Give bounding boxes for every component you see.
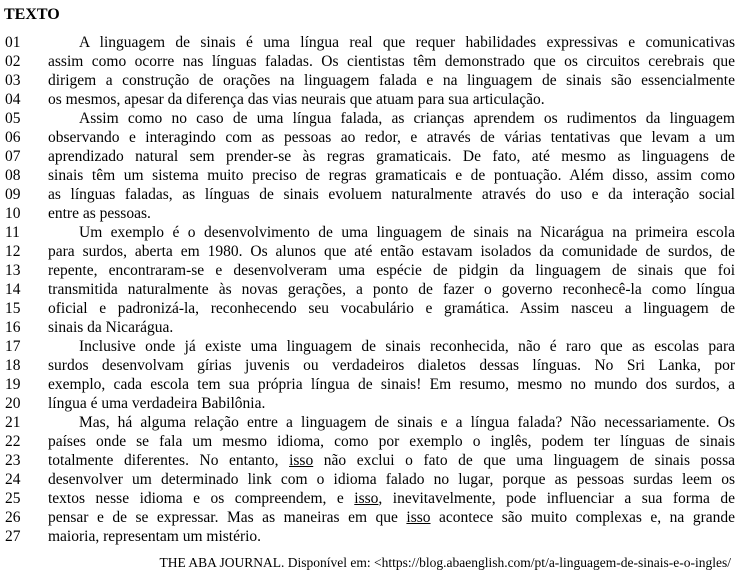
- line-text: para surdos, aberta em 1980. Os alunos que até então estavam isolados da comunidade de surdos, de: [48, 243, 735, 260]
- line-number: 09: [5, 186, 21, 203]
- source-citation: THE ABA JOURNAL. Disponível em: <https://blog.abaenglish.com/pt/a-linguagem-de-sinais-e-o-ingles/: [159, 555, 731, 570]
- line-text: oficial e padronizá-la, reconhecendo seu vocabulário e gramática. Assim nasceu a linguagem de: [48, 300, 735, 317]
- text-line: [0, 451, 741, 470]
- line-text: dirigem a construção de orações na linguagem falada e na linguagem de sinais são essencialmente: [48, 72, 735, 89]
- line-number: 12: [5, 243, 21, 260]
- line-number: 14: [5, 281, 21, 298]
- line-number: 13: [5, 262, 21, 279]
- line-text: Um exemplo é o desenvolvimento de uma linguagem de sinais na Nicarágua na primeira escola: [79, 224, 735, 241]
- line-text: observando e interagindo com as pessoas ao redor, e através de várias tentativas que levam a um: [48, 129, 735, 146]
- text-line: [0, 470, 741, 489]
- line-text: as línguas faladas, as línguas de sinais evoluem naturalmente através do uso e da interação social: [48, 186, 735, 203]
- line-text: totalmente diferentes. No entanto, isso não exclui o fato de que uma linguagem de sinais possa: [48, 452, 735, 469]
- text-line: [0, 394, 741, 413]
- text-line: [0, 280, 741, 299]
- line-text: Mas, há alguma relação entre a linguagem de sinais e a língua falada? Não necessariamente. Os: [79, 414, 735, 431]
- line-text: os mesmos, apesar da diferença das vias neurais que atuam para sua articulação.: [48, 91, 545, 108]
- text-line: [0, 204, 741, 223]
- line-text: pensar e de se expressar. Mas as maneiras em que isso acontece são muito complexas e, na grande: [48, 509, 735, 526]
- text-line: [0, 147, 741, 166]
- line-text: surdos desenvolvam gírias juvenis ou verdadeiros dialetos dessas línguas. No Sri Lanka, por: [48, 357, 735, 374]
- text-line: [0, 299, 741, 318]
- line-text: Assim como no caso de uma língua falada, as crianças aprendem os rudimentos da linguagem: [79, 110, 735, 127]
- line-text: língua é uma verdadeira Babilônia.: [48, 395, 266, 412]
- text-line: [0, 432, 741, 451]
- line-number: 16: [5, 319, 21, 336]
- text-line: [0, 413, 741, 432]
- line-number: 06: [5, 129, 21, 146]
- line-text: repente, encontraram-se e desenvolveram uma espécie de pidgin da linguagem de sinais que foi: [48, 262, 735, 279]
- underlined-word: isso: [406, 509, 431, 526]
- text-line: [0, 166, 741, 185]
- text-line: [0, 489, 741, 508]
- line-text: sinais da Nicarágua.: [48, 319, 174, 336]
- line-number: 15: [5, 300, 21, 317]
- line-text: Inclusive onde já existe uma linguagem de sinais reconhecida, não é raro que as escolas para: [79, 338, 735, 355]
- line-number: 19: [5, 376, 21, 393]
- line-text: entre as pessoas.: [48, 205, 151, 222]
- line-number: 18: [5, 357, 21, 374]
- text-line: [0, 527, 741, 546]
- line-number: 26: [5, 509, 21, 526]
- line-number: 05: [5, 110, 21, 127]
- line-number: 11: [5, 224, 20, 241]
- line-text: A linguagem de sinais é uma língua real que requer habilidades expressivas e comunicativas: [79, 34, 735, 51]
- line-number: 04: [5, 91, 21, 108]
- underlined-word: isso: [289, 452, 314, 469]
- line-text: transmitida naturalmente às novas gerações, a ponto de fazer o governo reconhecê-la como língua: [48, 281, 735, 298]
- line-number: 21: [5, 414, 21, 431]
- line-number: 24: [5, 471, 21, 488]
- line-number: 20: [5, 395, 21, 412]
- underlined-word: isso: [354, 490, 379, 507]
- line-text: aprendizado natural sem prender-se às regras gramaticais. De fato, até mesmo as linguagens de: [48, 148, 735, 165]
- text-line: [0, 109, 741, 128]
- line-text: exemplo, cada escola tem sua própria língua de sinais! Em resumo, mesmo no mundo dos surdos, a: [48, 376, 735, 393]
- line-text: países onde se fala um mesmo idioma, como por exemplo o inglês, podem ter línguas de sinais: [48, 433, 735, 450]
- text-line: [0, 375, 741, 394]
- text-line: [0, 90, 741, 109]
- text-line: [0, 242, 741, 261]
- text-line: [0, 318, 741, 337]
- text-line: [0, 128, 741, 147]
- document-title: TEXTO: [4, 6, 60, 23]
- line-number: 27: [5, 528, 21, 545]
- line-number: 02: [5, 53, 21, 70]
- line-number: 01: [5, 34, 21, 51]
- text-line: [0, 356, 741, 375]
- line-text: maioria, representam um mistério.: [48, 528, 262, 545]
- line-number: 03: [5, 72, 21, 89]
- line-text: textos nesse idioma e os compreendem, e isso, inevitavelmente, pode influenciar a sua forma de: [48, 490, 735, 507]
- text-line: [0, 33, 741, 52]
- line-text: sinais têm um sistema muito preciso de regras gramaticais e de pontuação. Além disso, assim como: [48, 167, 735, 184]
- line-number: 25: [5, 490, 21, 507]
- line-number: 08: [5, 167, 21, 184]
- text-line: [0, 185, 741, 204]
- text-line: [0, 261, 741, 280]
- line-number: 17: [5, 338, 21, 355]
- line-text: desenvolver um determinado link com o idioma falado no lugar, porque as pessoas surdas leem os: [48, 471, 735, 488]
- text-line: [0, 52, 741, 71]
- text-line: [0, 337, 741, 356]
- line-number: 07: [5, 148, 21, 165]
- line-text: assim como ocorre nas línguas faladas. Os cientistas têm demonstrado que os circuitos cerebrais que: [48, 53, 735, 70]
- line-number: 23: [5, 452, 21, 469]
- line-number: 10: [5, 205, 21, 222]
- text-line: [0, 223, 741, 242]
- text-line: [0, 508, 741, 527]
- text-line: [0, 71, 741, 90]
- line-number: 22: [5, 433, 21, 450]
